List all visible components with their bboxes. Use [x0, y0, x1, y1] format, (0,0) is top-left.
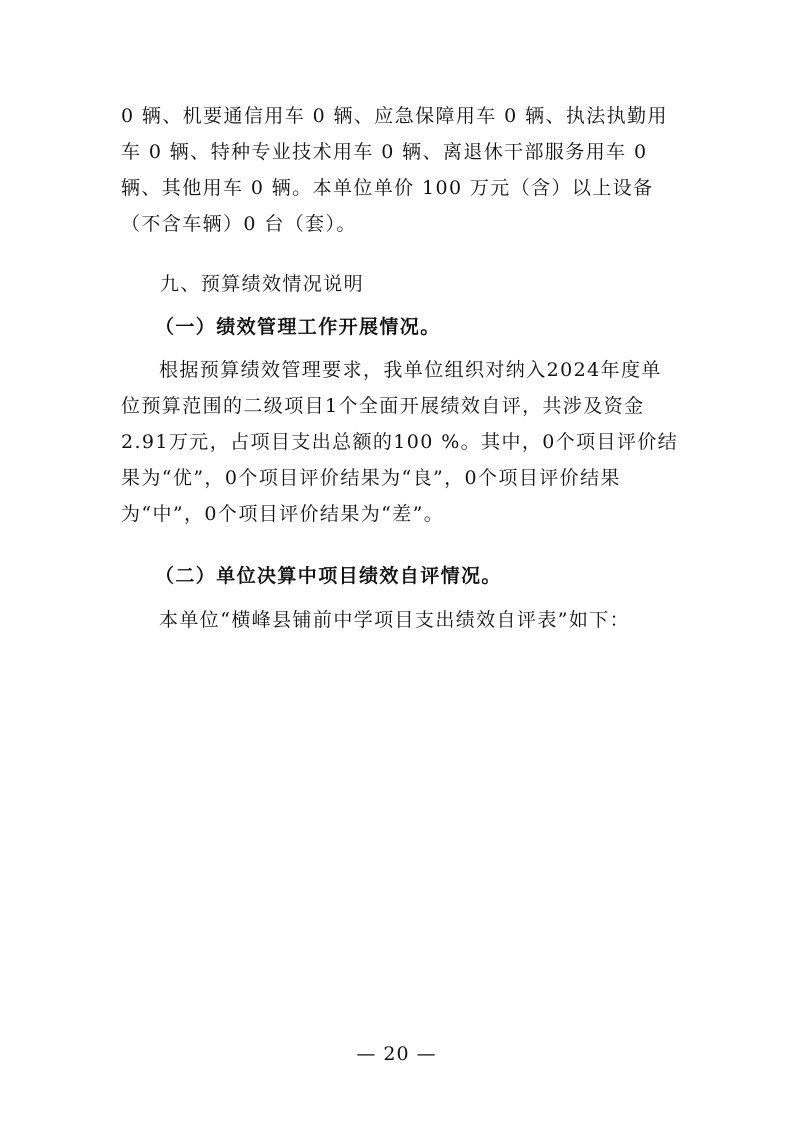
subsection-heading-self-evaluation: （二）单位决算中项目绩效自评情况。 — [155, 565, 502, 587]
page-number: — 20 — — [356, 1043, 437, 1065]
paragraph-performance: 根据预算绩效管理要求，我单位组织对纳入2024年度单位预算范围的二级项目1个全面开展绩效自评，共涉及资金2.91万元，占项目支出总额的100 %。其中，0个项目评价结果为“优”，0个项目评价结果为“良”，0个项目评价结果为“中”，0个项目评价结果为“差”。 — [121, 359, 679, 525]
subsection-heading-performance-management: （一）绩效管理工作开展情况。 — [155, 316, 441, 338]
paragraph-self-evaluation: 本单位“横峰县铺前中学项目支出绩效自评表”如下： — [159, 609, 631, 631]
paragraph-vehicles: 0 辆、机要通信用车 0 辆、应急保障用车 0 辆、执法执勤用车 0 辆、特种专业技术用车 0 辆、离退休干部服务用车 0 辆、其他用车 0 辆。本单位单价 100 万元（含）以上设备（不含车辆）0 台（套）。 — [121, 105, 668, 235]
section-heading: 九、预算绩效情况说明 — [160, 273, 365, 295]
